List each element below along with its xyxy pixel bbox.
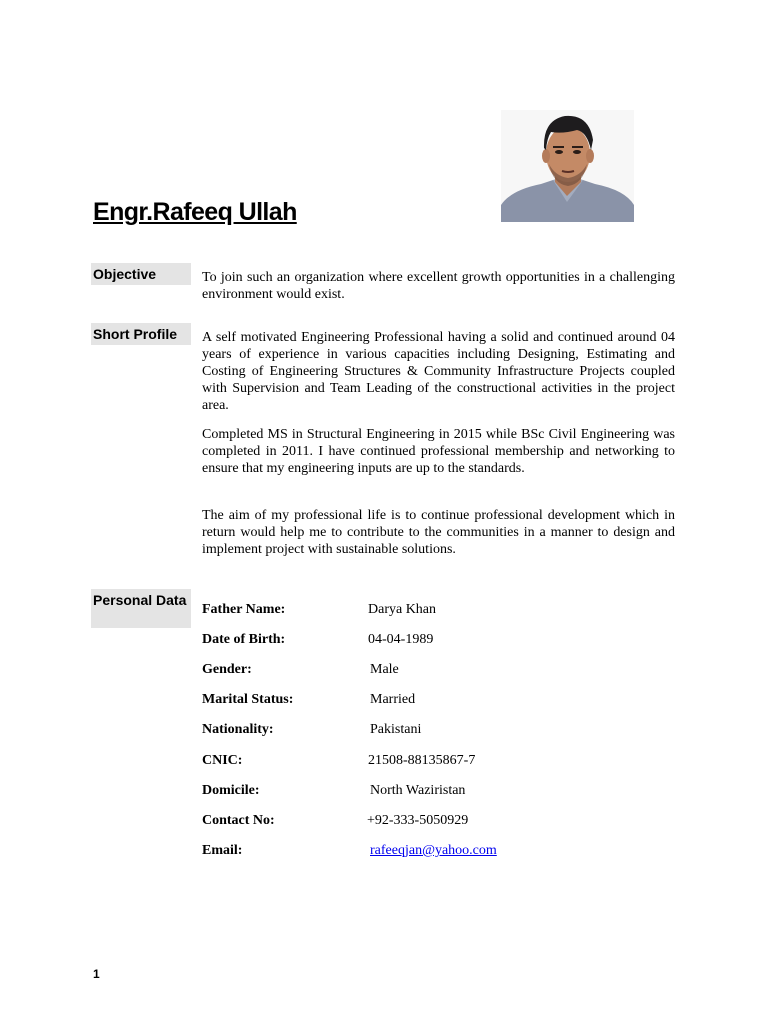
domicile-key: Domicile:: [202, 783, 260, 798]
email-key: Email:: [202, 843, 243, 858]
date-of-birth-value: 04-04-1989: [368, 632, 434, 647]
personal-data-label: Personal Data: [91, 589, 191, 628]
cnic-key: CNIC:: [202, 753, 243, 768]
portrait-image: [501, 110, 634, 222]
objective-text: To join such an organization where excellent growth opportunities in a challenging environment would exist.: [202, 270, 675, 302]
nationality-key: Nationality:: [202, 722, 274, 737]
page-number: 1: [93, 967, 100, 981]
father-name-key: Father Name:: [202, 602, 286, 617]
objective-label: Objective: [91, 263, 191, 285]
email-link[interactable]: rafeeqjan@yahoo.com: [370, 843, 497, 858]
short-profile-paragraph-3: The aim of my professional life is to continue professional development which in return would help me to contribute to the communities in a manner to design and implement project with sustainable solutions.: [202, 508, 675, 557]
contact-no-value: +92-333-5050929: [367, 813, 469, 828]
date-of-birth-key: Date of Birth:: [202, 632, 286, 647]
short-profile-paragraph-2: Completed MS in Structural Engineering in 2015 while BSc Civil Engineering was completed in 2011. I have continued professional membership and networking to ensure that my engineering inputs are up to the standards.: [202, 427, 675, 476]
gender-value: Male: [370, 662, 399, 677]
marital-status-key: Marital Status:: [202, 692, 294, 707]
short-profile-paragraph-1: A self motivated Engineering Professional having a solid and continued around 04 years of experience in various capacities including Designing, Estimating and Costing of Engineering Structures & Community Infrastructure Projects coupled with Supervision and Team Leading of the constructional activities in the project area.: [202, 330, 675, 413]
domicile-value: North Waziristan: [370, 783, 466, 798]
contact-no-key: Contact No:: [202, 813, 275, 828]
short-profile-label: Short Profile: [91, 323, 191, 345]
cnic-value: 21508-88135867-7: [368, 753, 476, 768]
nationality-value: Pakistani: [370, 722, 422, 737]
candidate-name: Engr.Rafeeq Ullah: [93, 198, 297, 226]
gender-key: Gender:: [202, 662, 252, 677]
marital-status-value: Married: [370, 692, 416, 707]
profile-photo: [501, 110, 634, 222]
father-name-value: Darya Khan: [368, 602, 437, 617]
